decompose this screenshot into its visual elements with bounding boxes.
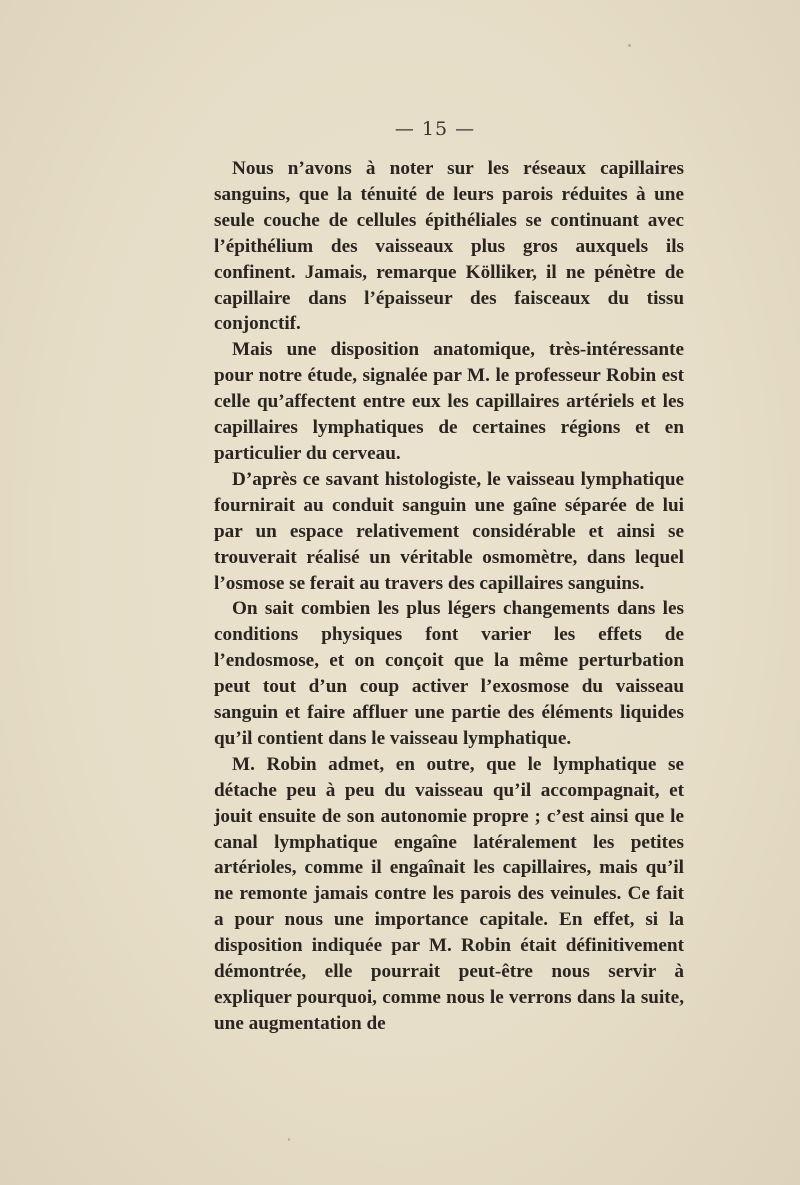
page-number: — 15 — — [394, 118, 476, 140]
paper-speck — [628, 44, 631, 47]
paper-speck — [288, 1138, 290, 1141]
paragraph-3: D’après ce savant histologiste, le vaisseau lymphatique fournirait au conduit sanguin une gaîne séparée de lui par un espace relativement considérable et ainsi se trouverait réalisé un véritable osmomètre, dans lequel l’osmose se ferait au travers des capillaires sanguins. — [214, 468, 684, 594]
paragraph-4: On sait combien les plus légers changements dans les conditions physiques font varier les effets de l’endosmose, et on conçoit que la même perturbation peut tout d’un coup activer l’exosmose du vaisseau sanguin et faire affluer une partie des éléments liquides qu’il contient dans le vaisseau lymphatique. — [214, 598, 684, 749]
paragraph-1: Nous n’avons à noter sur les réseaux capillaires sanguins, que la ténuité de leurs parois réduites à une seule couche de cellules épithéliales se continuant avec l’épithélium des vaisseaux plus gros auxquels ils confinent. Jamais, remarque Kölliker, il ne pénètre de capillaire dans l’épaisseur des faisceaux du tissu conjonctif. — [214, 158, 684, 335]
paragraph-2: Mais une disposition anatomique, très-intéressante pour notre étude, signalée par M. le professeur Robin est celle qu’affectent entre eux les capillaires artériels et les capillaires lymphatiques de certaines régions et en particulier du cerveau. — [214, 339, 684, 464]
body-text — [214, 156, 684, 1037]
paragraph-5: M. Robin admet, en outre, que le lymphatique se détache peu à peu du vaisseau qu’il accompagnait, et jouit ensuite de son autonomie propre ; c’est ainsi que le canal lymphatique engaîne latéralement les petites artérioles, comme il engaînait les capillaires, mais qu’il ne remonte jamais contre les parois des veinules. Ce fait a pour nous une importance capitale. En effet, si la disposition indiquée par M. Robin était définitivement démontrée, elle pourrait peut-être nous servir à expliquer pourquoi, comme nous le verrons dans la suite, une augmentation de — [214, 753, 684, 1034]
